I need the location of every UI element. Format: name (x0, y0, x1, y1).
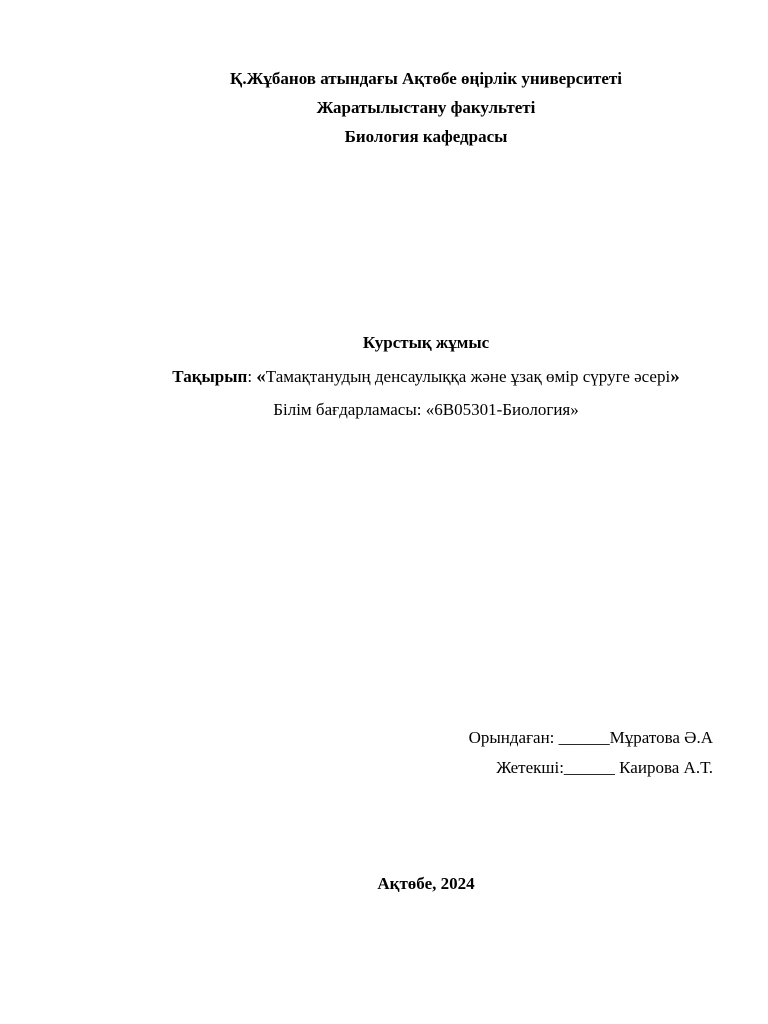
topic-colon: : (247, 367, 253, 386)
topic-close-quote: » (670, 366, 680, 387)
topic-label: Тақырып (172, 367, 248, 386)
faculty-name: Жаратылыстану факультеті (316, 98, 536, 117)
topic-line (0, 366, 768, 388)
university-name: Қ.Жұбанов атындағы Ақтөбе өңірлік университеті (230, 69, 622, 88)
topic-text: Тамақтанудың денсаулыққа және ұзақ өмір сүруге әсері (265, 367, 671, 386)
performer-line: Орындаған: ______Мұратова Ә.А (468, 728, 713, 747)
city-year: Ақтөбе, 2024 (377, 874, 475, 893)
program-line: Білім бағдарламасы: «6В05301-Биология» (273, 400, 579, 419)
topic-open-quote: « (256, 366, 266, 387)
department-name: Биология кафедрасы (344, 127, 508, 146)
work-type-title: Курстық жұмыс (362, 333, 490, 352)
supervisor-line: Жетекші:______ Каирова А.Т. (496, 758, 713, 777)
